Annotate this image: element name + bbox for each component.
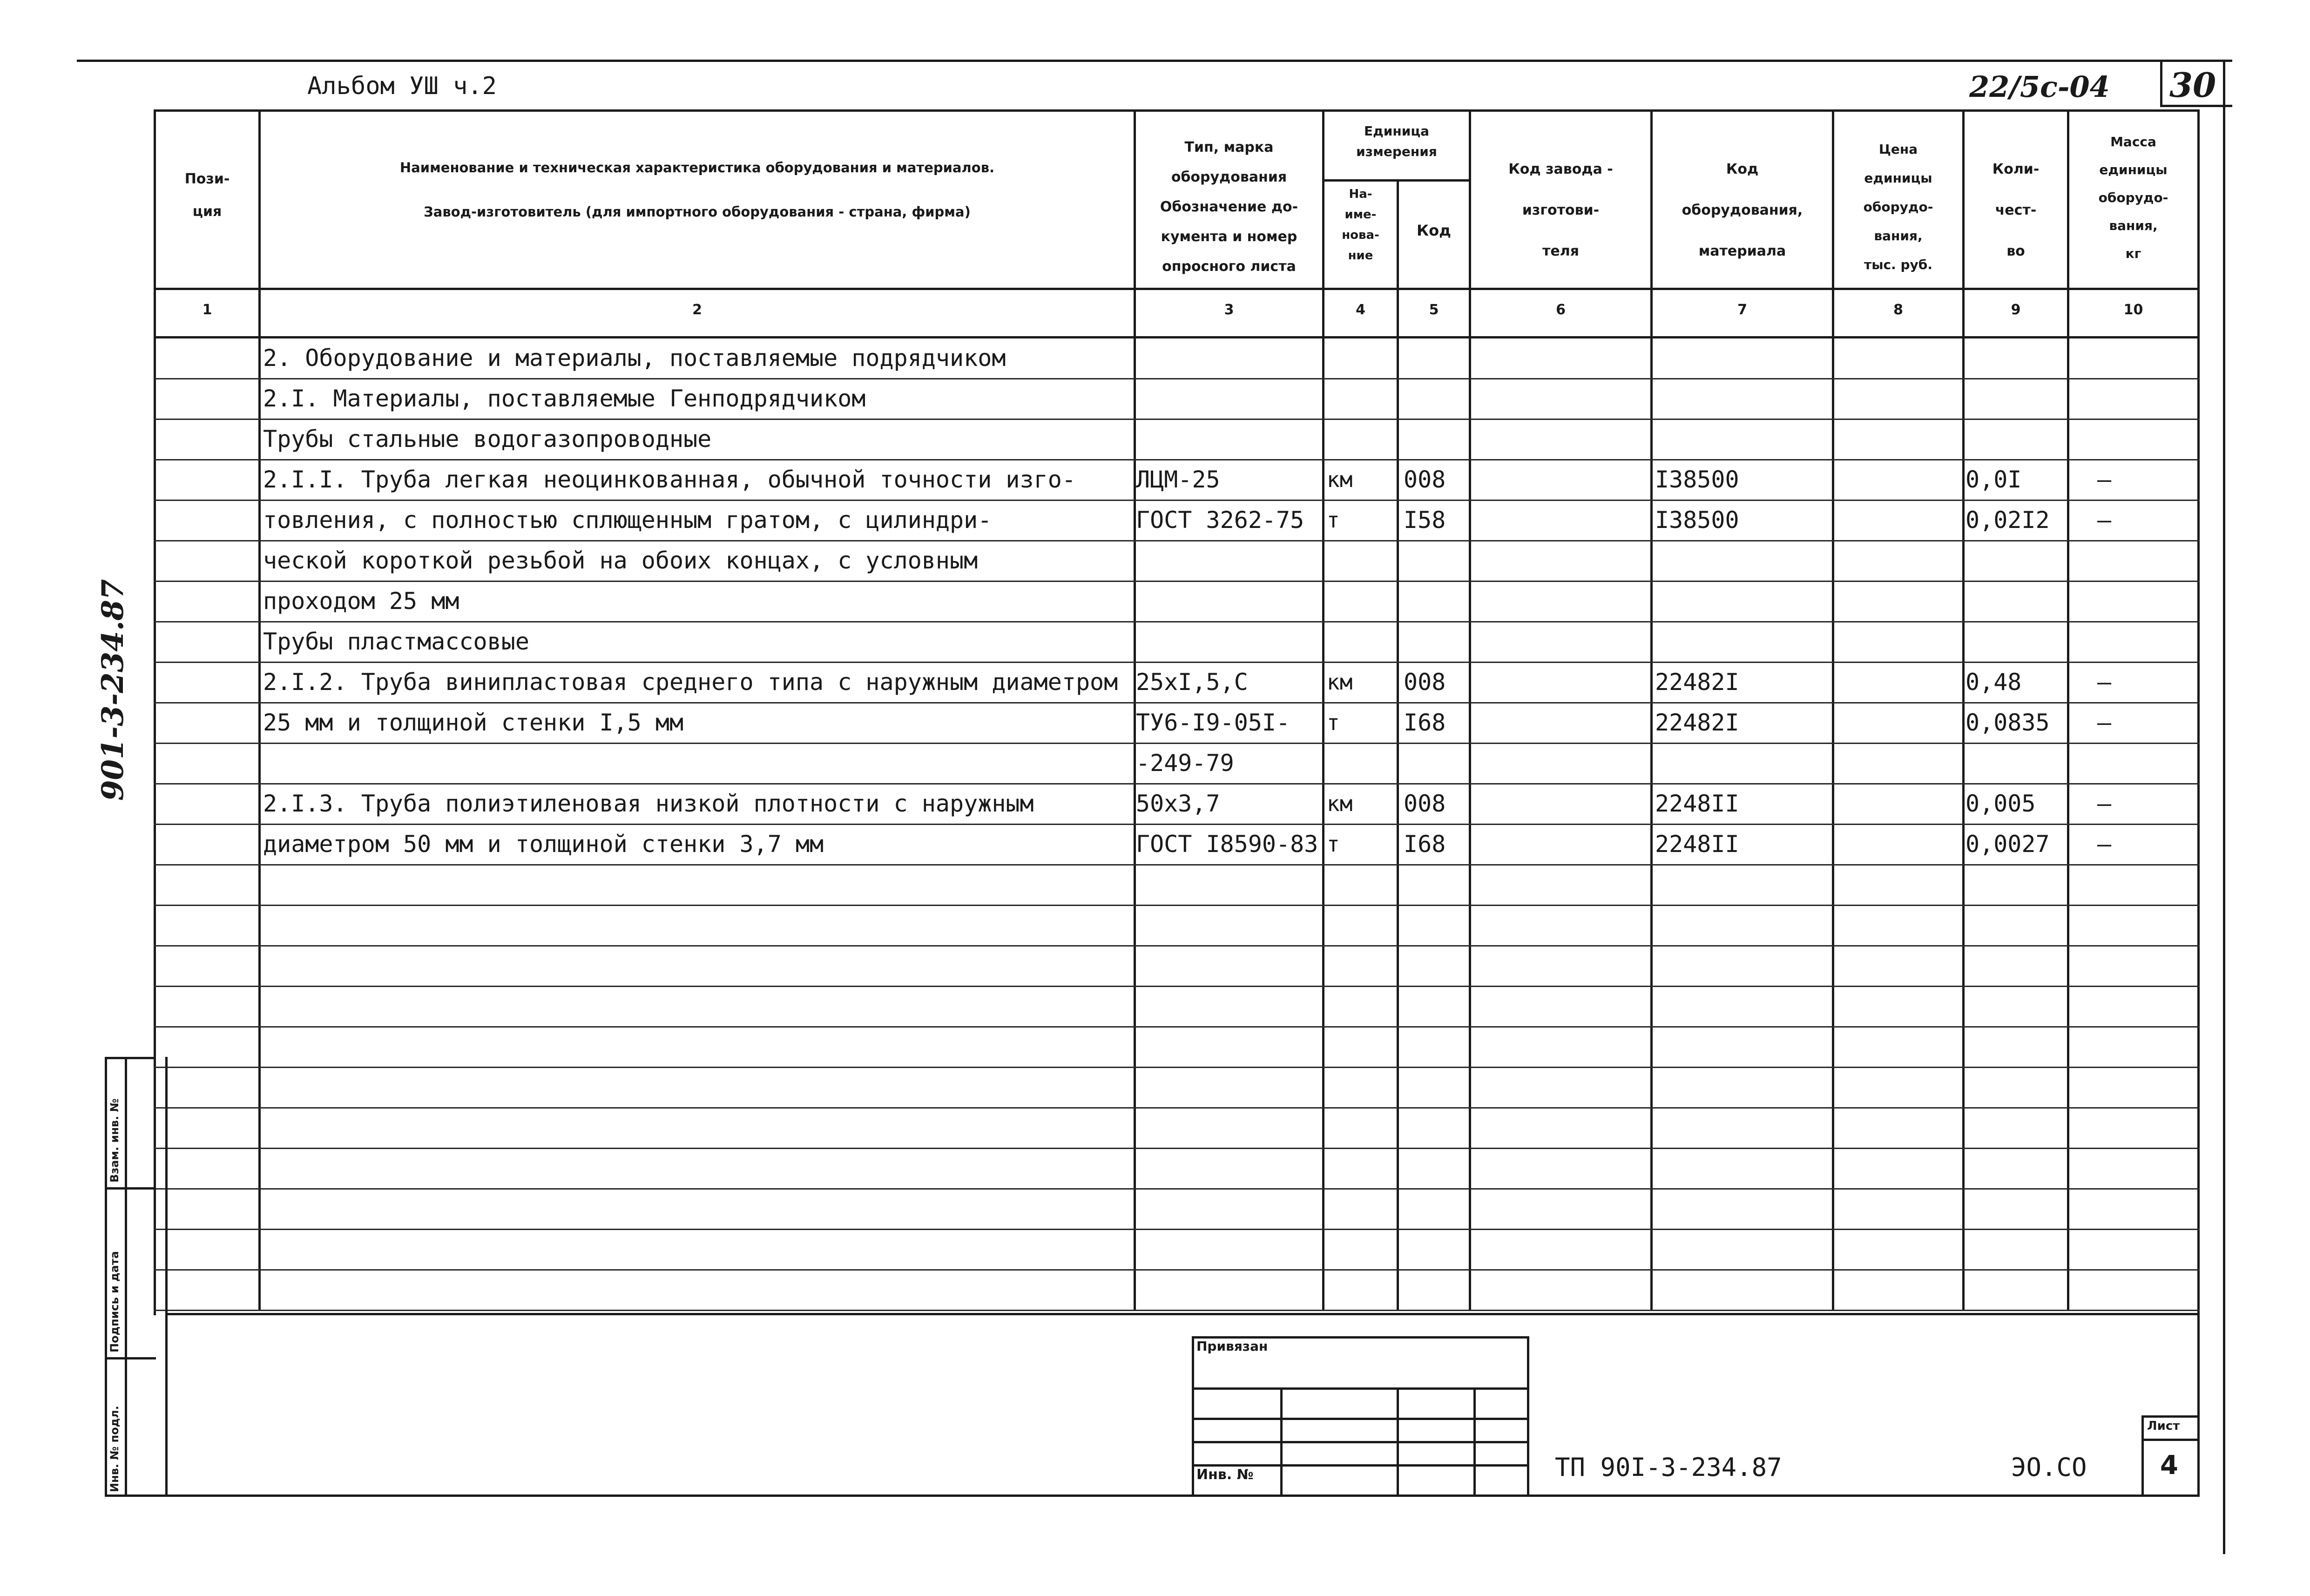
inv-podl-label: Инв. № подл. [108,1406,121,1492]
col3-header: Тип, марка оборудования Обозначение до- кумента и номер опросного листа [1160,139,1298,275]
list-number: 4 [2160,1450,2178,1481]
row-line [154,1107,2200,1109]
colnum-5: 5 [1429,302,1439,318]
row-line [154,824,2200,825]
table-cell-c3: ЛЦМ-25 [1136,466,1220,493]
table-cell-c7: 22482I [1655,709,1739,736]
table-cell-c7: I38500 [1655,507,1739,534]
row-line [154,500,2200,501]
table-cell-c5: 008 [1404,669,1446,696]
row-line [154,1269,2200,1271]
table-cell-c2: ческой короткой резьбой на обоих концах, с условным [263,547,978,574]
row-line [154,1310,2200,1311]
col-line-4 [1397,179,1399,1311]
priv-col-2 [1397,1387,1399,1497]
margin-line-a [105,1057,107,1497]
list-label: Лист [2147,1419,2180,1433]
table-cell-c5: I68 [1404,831,1446,858]
table-cell-c3: ГОСТ I8590-83 [1136,831,1318,858]
page-number-divider [2160,60,2162,106]
table-cell-c5: I58 [1404,507,1446,534]
table-cell-c3: 50х3,7 [1136,790,1220,817]
row-line [154,1229,2200,1230]
row-line [154,581,2200,582]
album-title: Альбом УШ ч.2 [307,72,497,100]
colnum-2: 2 [692,302,702,318]
table-cell-c3: ГОСТ 3262-75 [1136,507,1304,534]
col-line-8 [1962,109,1965,1311]
table-cell-c7: I38500 [1655,466,1739,493]
table-cell-c2: диаметром 50 мм и толщиной стенки 3,7 мм [263,831,824,858]
row-line [154,783,2200,784]
table-cell-c4: км [1327,467,1353,492]
table-cell-c5: I68 [1404,709,1446,736]
table-cell-c2: товления, с полностью сплющенным гратом, с цилиндри- [263,507,992,534]
table-cell-c7: 22482I [1655,669,1739,696]
list-box-top [2141,1415,2200,1418]
colnum-7: 7 [1737,302,1747,318]
table-cell-c9: 0,02I2 [1966,507,2050,534]
col-line-0 [154,109,156,1315]
table-cell-c2: 25 мм и толщиной стенки I,5 мм [263,709,684,736]
col-line-9 [2067,109,2069,1311]
unit-divider [1322,179,1469,182]
table-cell-c3: -249-79 [1136,750,1234,777]
table-cell-c10: – [2097,790,2112,817]
row-line [154,540,2200,541]
table-cell-c9: 0,48 [1966,669,2022,696]
row-line [154,864,2200,866]
row-line [154,662,2200,663]
colnum-1: 1 [202,302,212,318]
row-line [154,945,2200,947]
col2-header-line2: Завод-изготовитель (для импортного оборудования - страна, фирма) [424,204,971,220]
priv-row-1 [1192,1387,1527,1390]
col-line-5 [1469,109,1471,1311]
col1-header: Пози- ция [184,171,230,220]
table-cell-c2: 2.I. Материалы, поставляемые Генподрядчиком [263,385,866,412]
col4-header: На- име- нова- ние [1342,187,1379,263]
colnum-6: 6 [1556,302,1566,318]
colnum-8: 8 [1893,302,1903,318]
priv-row-2 [1192,1418,1527,1420]
unit-group-header: Единица измерения [1356,123,1437,159]
priv-row-3 [1192,1441,1527,1443]
table-cell-c7: 2248II [1655,831,1739,858]
table-cell-c3: 25хI,5,С [1136,669,1248,696]
priv-col-3 [1473,1387,1476,1497]
row-line [154,1188,2200,1190]
colnum-4: 4 [1356,302,1365,318]
row-line [154,378,2200,379]
handwritten-code: 22/5с-04 [1969,70,2110,104]
podpis-label: Подпись и дата [108,1251,121,1353]
table-cell-c4: т [1327,832,1340,857]
col-line-6 [1650,109,1653,1311]
page-number: 30 [2169,65,2216,105]
col2-header-line1: Наименование и техническая характеристика оборудования и материалов. [399,160,995,176]
table-cell-c2: 2.I.I. Труба легкая неоцинкованная, обычной точности изго- [263,466,1076,493]
margin-div-1 [105,1187,156,1190]
col-line-7 [1832,109,1834,1311]
table-cell-c10: – [2097,466,2112,493]
margin-div-2 [105,1357,156,1359]
table-cell-c5: 008 [1404,790,1446,817]
table-cell-c2: 2.I.3. Труба полиэтиленовая низкой плотности с наружным [263,790,1034,817]
row-line [154,986,2200,987]
inv-no-label: Инв. № [1196,1467,1254,1483]
col-line-10 [2197,109,2200,1497]
margin-line-b [125,1057,127,1497]
table-cell-c2: 2.I.2. Труба винипластовая среднего типа с наружным диаметром [263,669,1118,696]
margin-right [165,1057,168,1497]
side-stamp: 901-3-234.87 [95,579,130,801]
table-cell-c3: ТУ6-I9-05I- [1136,709,1290,736]
col-line-1 [258,109,261,1311]
page-number-underline [2160,105,2232,107]
doc-code: ТП 90I-3-234.87 [1555,1453,1782,1482]
table-cell-c10: – [2097,831,2112,858]
vzam-label: Взам. инв. № [108,1098,121,1183]
sheet-code: ЭО.СО [2011,1453,2087,1482]
col8-header: Цена единицы оборудо- вания, тыс. руб. [1863,142,1933,272]
table-cell-c2: Трубы пластмассовые [263,628,529,655]
row-line [154,459,2200,460]
table-cell-c9: 0,005 [1966,790,2036,817]
table-cell-c4: км [1327,791,1353,816]
table-top [154,109,2200,112]
table-cell-c9: 0,0I [1966,466,2022,493]
row-line [154,905,2200,906]
priv-col-1 [1280,1387,1283,1497]
table-cell-c4: км [1327,670,1353,695]
col9-header: Коли- чест- во [1992,161,2040,259]
priv-right [1527,1336,1529,1497]
row-line [154,1148,2200,1149]
col-line-3 [1322,109,1324,1311]
table-cell-c2: 2. Оборудование и материалы, поставляемые подрядчиком [263,345,1006,372]
row-line [154,621,2200,622]
table-cell-c5: 008 [1404,466,1446,493]
col10-header: Масса единицы оборудо- вания, кг [2098,134,2168,261]
col5-header: Код [1417,222,1451,239]
tb-top [165,1313,2200,1315]
row-line [154,1067,2200,1068]
list-box-left [2141,1415,2144,1497]
table-cell-c9: 0,0027 [1966,831,2050,858]
row-line [154,1026,2200,1028]
table-cell-c10: – [2097,669,2112,696]
top-border [77,60,2232,62]
margin-top [105,1057,156,1059]
colnum-10: 10 [2123,302,2143,318]
col7-header: Код оборудования, материала [1682,161,1803,259]
table-cell-c4: т [1327,507,1340,533]
table-cell-c10: – [2097,507,2112,534]
list-box-mid [2141,1439,2200,1441]
table-cell-c2: Трубы стальные водогазопроводные [263,426,712,453]
privyazan-label: Привязан [1196,1339,1268,1354]
row-line [154,419,2200,420]
row-line [154,743,2200,744]
table-cell-c2: проходом 25 мм [263,588,459,615]
margin-bottom [105,1495,2200,1497]
table-cell-c9: 0,0835 [1966,709,2050,736]
colnum-9: 9 [2011,302,2021,318]
colnum-bottom [154,336,2200,338]
col6-header: Код завода - изготови- теля [1508,161,1613,259]
table-cell-c10: – [2097,709,2112,736]
header-bottom [154,288,2200,290]
row-line [154,702,2200,703]
priv-left [1192,1336,1194,1497]
colnum-3: 3 [1224,302,1234,318]
right-edge [2223,60,2225,1554]
table-cell-c4: т [1327,710,1340,735]
table-cell-c7: 2248II [1655,790,1739,817]
